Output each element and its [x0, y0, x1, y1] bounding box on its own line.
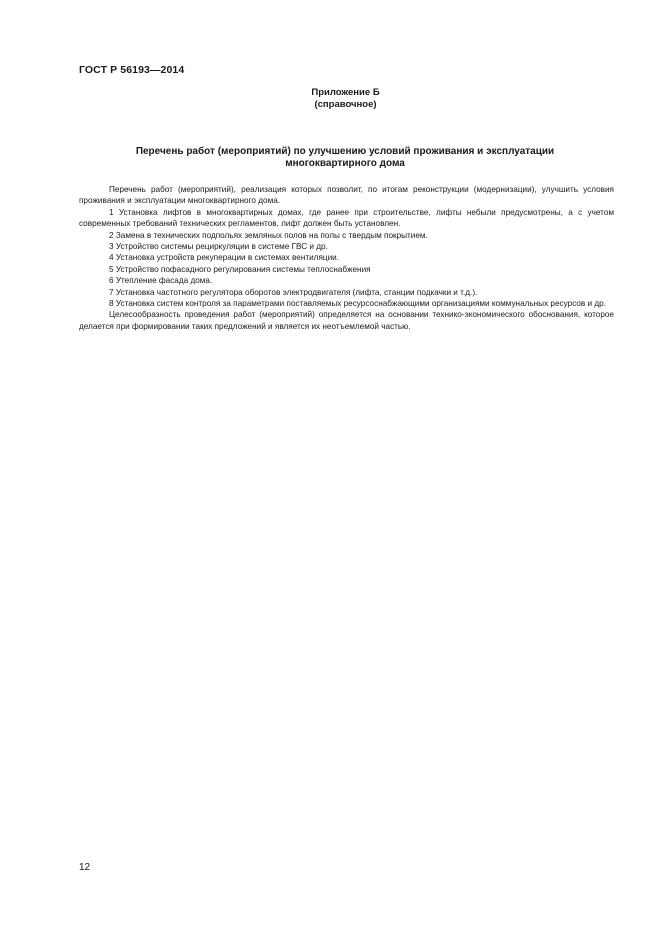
document-body — [79, 184, 614, 332]
list-item: 3 Устройство системы рециркуляции в системе ГВС и др. — [109, 242, 328, 252]
list-item: 8 Установка систем контроля за параметрами поставляемых ресурсоснабжающими организациями коммунальных ресурсов и др. — [109, 299, 607, 309]
document-title-line-1: Перечень работ (мероприятий) по улучшению условий проживания и эксплуатации — [135, 146, 555, 157]
conclusion-paragraph: Целесообразность проведения работ (мероприятий) определяется на основании технико-экономического обоснования, которое делается при формировании таких предложений и является их неотъемлемой частью. — [79, 310, 614, 331]
annex-subtitle: (справочное) — [314, 99, 377, 110]
annex-title: Приложение Б — [311, 87, 380, 98]
annex-heading — [0, 87, 661, 111]
page-number: 12 — [79, 862, 91, 873]
standard-code: ГОСТ Р 56193—2014 — [79, 64, 185, 76]
list-item: 2 Замена в технических подпольях земляных полов на полы с твердым покрытием. — [109, 230, 428, 240]
list-item: 4 Установка устройств рекуперации в системах вентиляции. — [109, 253, 340, 263]
document-title-line-2: многоквартирного дома — [285, 158, 405, 169]
list-item: 1 Установка лифтов в многоквартирных домах, где ранее при строительстве, лифты небыли предусмотрены, а с учетом современных требований технических регламентов, лифт должен быть установлен. — [79, 207, 614, 229]
list-item: 7 Установка частотного регулятора оборотов электродвигателя (лифта, станции подкачки и т.д.). — [109, 287, 478, 297]
document-title — [100, 146, 590, 170]
list-item: 6 Утепление фасада дома. — [109, 276, 213, 286]
list-item: 5 Устройство пофасадного регулирования системы теплоснабжения — [109, 264, 371, 274]
intro-paragraph: Перечень работ (мероприятий), реализация которых позволит, по итогам реконструкции (модернизации), улучшить условия проживания и эксплуатации многоквартирного дома. — [79, 185, 614, 206]
